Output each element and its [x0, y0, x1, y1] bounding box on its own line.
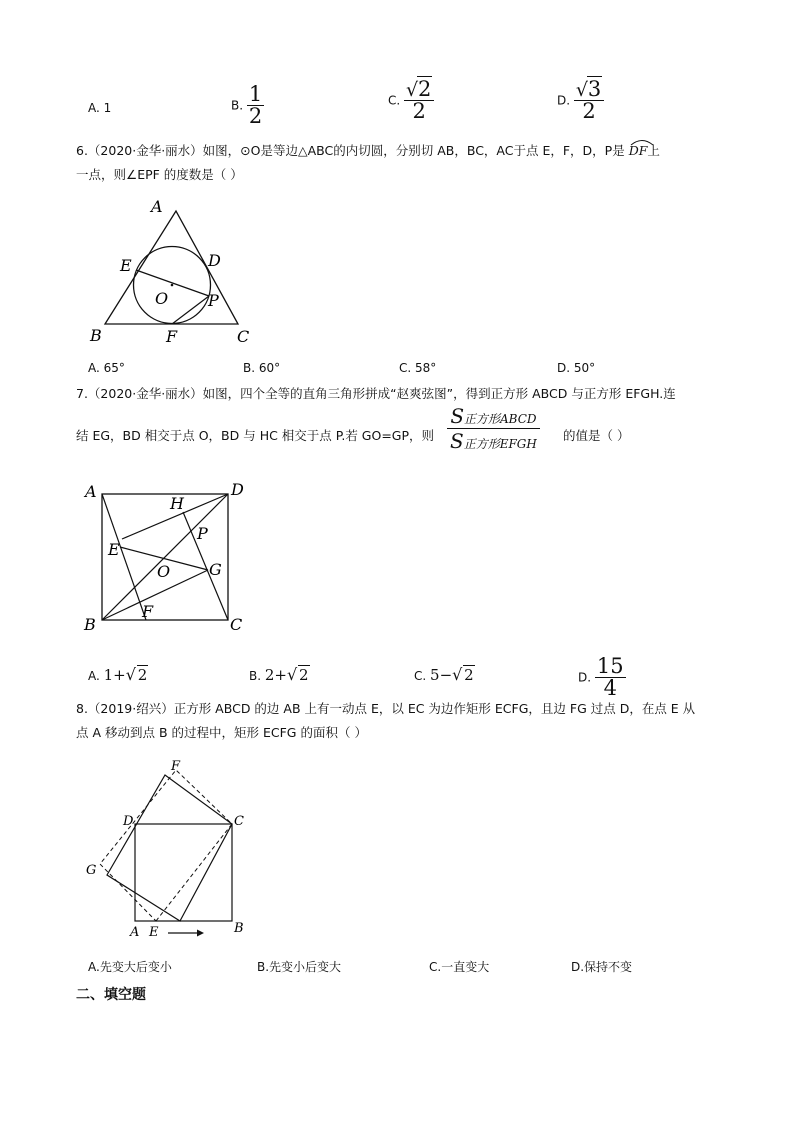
center-o-dot	[171, 284, 174, 287]
fraction-sqrt2-over-2: √ 2 2	[404, 79, 434, 122]
section-title-fill-in: 二、填空题	[76, 987, 146, 1003]
q7-option-c: C. 5− √ 2	[414, 665, 474, 684]
fraction-15-over-4: $\frac{15}{4}$	[596, 654, 624, 700]
arc-mark-icon	[629, 138, 655, 146]
q8-stem-line1: 8.（2019·绍兴）正方形 ABCD 的边 AB 上有一动点 E，以 EC 为边作矩形 ECFG，且边 FG 过点 D，在点 E 从	[76, 701, 696, 716]
q6-option-b: B. 60°	[243, 361, 281, 375]
q7-option-d: D. $\frac{15}{4}$	[578, 654, 624, 700]
label-c: C	[237, 327, 250, 346]
rectangle-ecfg-dashed	[100, 770, 232, 921]
q8-stem-line2: 点 A 移动到点 B 的过程中，矩形 ECFG 的面积（ ）	[76, 725, 367, 740]
segment-ep	[136, 270, 209, 296]
q8-option-a: A.先变大后变小	[88, 960, 172, 974]
q6-option-a: A. 65°	[88, 361, 125, 375]
q8-option-b: B.先变小后变大	[257, 960, 342, 974]
label-a: A	[151, 197, 163, 216]
label-b: B	[84, 615, 96, 634]
q7-stem-line2b: 的值是（ ）	[563, 428, 630, 443]
q5-option-d: D. √ 3 2	[557, 79, 604, 122]
label-e: E	[149, 925, 159, 940]
q7-stem-line2a: 结 EG，BD 相交于点 O，BD 与 HC 相交于点 P.若 GO=GP，则	[76, 428, 435, 443]
label-c: C	[234, 814, 244, 829]
q6-option-d: D. 50°	[557, 361, 596, 375]
label-g: G	[86, 863, 97, 878]
label-o: O	[157, 562, 171, 581]
q8-option-d: D.保持不变	[571, 960, 633, 974]
label-f: F	[166, 327, 178, 346]
label-p: P	[208, 291, 219, 310]
label-e: E	[108, 540, 120, 559]
q6-option-c: C. 58°	[399, 361, 437, 375]
q5-option-c: C. √ 2 2	[388, 79, 434, 122]
label-a: A	[85, 482, 97, 501]
label-b: B	[90, 326, 102, 345]
q8-option-c: C.一直变大	[429, 960, 490, 974]
label-b: B	[234, 921, 244, 936]
label-d: D	[123, 814, 134, 829]
square-abcd	[135, 824, 232, 921]
segment-pf	[172, 296, 209, 324]
label-a: A	[130, 925, 140, 940]
segment-bg	[102, 570, 208, 620]
label-c: C	[230, 615, 243, 634]
q7-stem-line1: 7.（2020·金华·丽水）如图，四个全等的直角三角形拼成“赵爽弦图”，得到正方形 ABCD 与正方形 EFGH.连	[76, 386, 676, 401]
q5-option-a: A. 1	[88, 101, 112, 115]
fraction-sqrt3-over-2: √ 3 2	[574, 79, 604, 122]
label-p: P	[197, 524, 208, 543]
q8-figure-rectangle-ecfg	[80, 756, 260, 941]
q5-option-b: B. $\frac{1}{2}$	[231, 82, 263, 128]
fraction-one-half: $\frac{1}{2}$	[248, 82, 263, 128]
right-arrow-icon	[197, 930, 204, 937]
q7-option-b: B. 2+ √ 2	[249, 665, 309, 684]
label-f: F	[171, 759, 181, 774]
q7-option-a: A. 1+ √ 2	[88, 665, 148, 684]
fraction-denominator: S正方形EFGH	[450, 429, 537, 453]
label-d: D	[231, 480, 244, 499]
q7-figure-zhao-shuang	[80, 478, 255, 638]
q6-figure-incircle	[84, 196, 264, 346]
fraction-numerator: S正方形ABCD	[447, 404, 540, 429]
arc-df: DF	[629, 143, 648, 159]
q7-area-ratio-fraction	[447, 404, 540, 453]
label-o: O	[155, 289, 169, 308]
label-d: D	[208, 251, 221, 270]
label-e: E	[120, 256, 132, 275]
segment-bd	[102, 494, 228, 620]
label-f: F	[142, 602, 154, 621]
q6-stem-line2: 一点，则∠EPF 的度数是（ ）	[76, 167, 243, 182]
label-h: H	[170, 494, 184, 513]
label-g: G	[209, 560, 222, 579]
q6-stem-line1: 6.（2020·金华·丽水）如图，⊙O是等边△ABC的内切圆，分别切 AB，BC，AC于点 E，F，D，P是 DF上	[76, 143, 660, 159]
